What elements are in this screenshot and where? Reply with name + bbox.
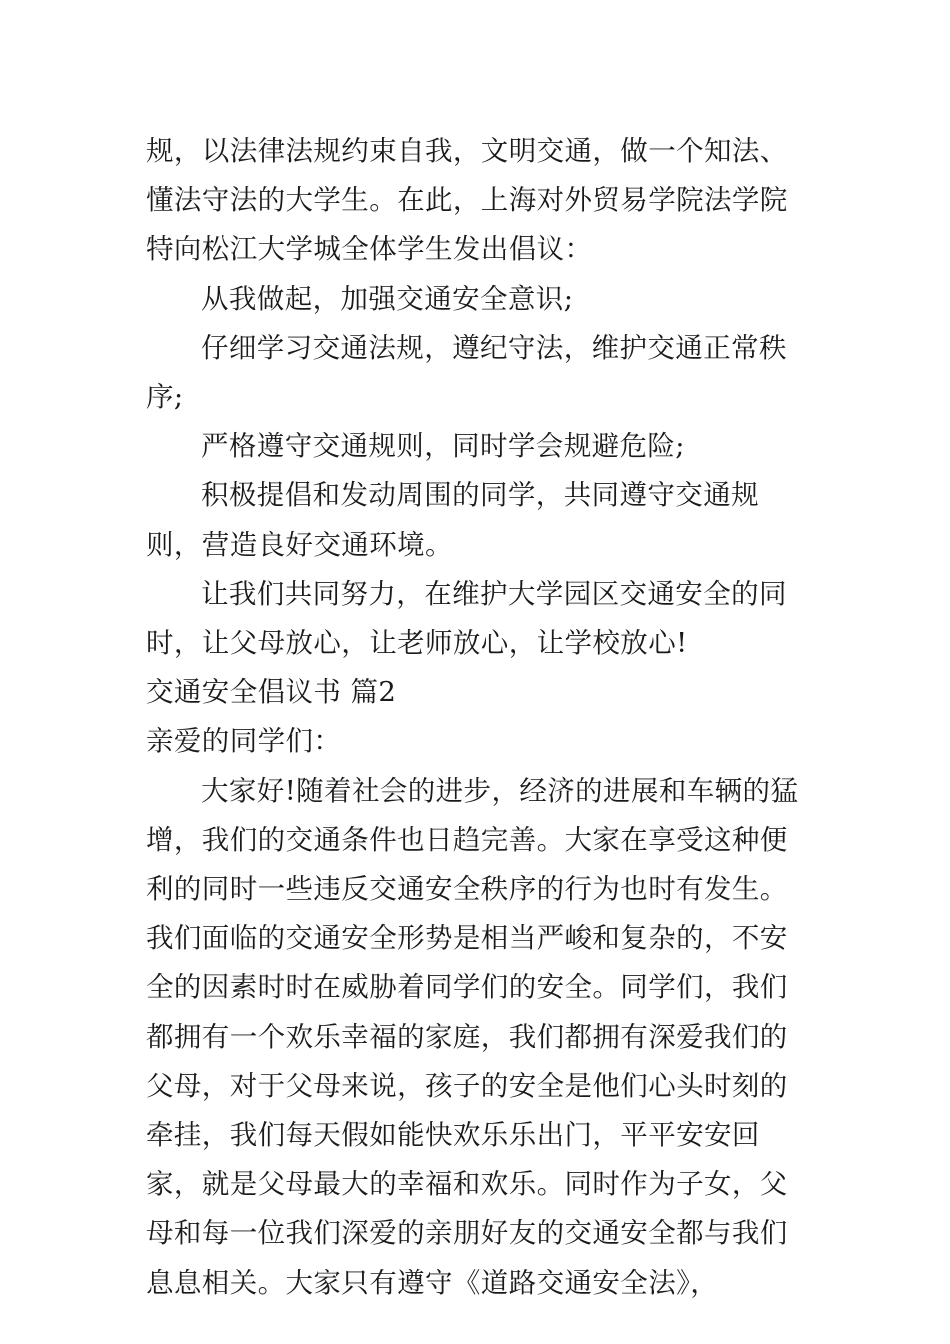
paragraph-proposal-2: 仔细学习交通法规，遵纪守法，维护交通正常秩序; — [146, 331, 787, 414]
paragraph-body: 大家好!随着社会的进步，经济的进展和车辆的猛增，我们的交通条件也日趋完善。大家在享受这种便利的同时一些违反交通安全秩序的行为也时有发生。我们面临的交通安全形势是相当严峻和复杂的，不安全的因素时时在威胁着同学们的安全。同学们，我们都拥有一个欢乐幸福的家庭，我们都拥有深爱我们的父母，对于父母来说，孩子的安全是他们心头时刻的牵挂，我们每天假如能快欢乐乐出门，平平安安回家，就是父母最大的幸福和欢乐。同时作为子女，父母和每一位我们深爱的亲朋好友的交通安全都与我们息息相关。大家只有遵守《道路交通安全法》， — [146, 774, 799, 1299]
paragraph-proposal-1: 从我做起，加强交通安全意识; — [201, 282, 574, 315]
paragraph-proposal-3: 严格遵守交通规则，同时学会规避危险; — [201, 430, 685, 463]
salutation: 亲爱的同学们： — [146, 725, 342, 758]
paragraph-intro-continuation: 规，以法律法规约束自我，文明交通，做一个知法、懂法守法的大学生。在此，上海对外贸易学院法学院特向松江大学城全体学生发出倡议： — [146, 135, 788, 266]
paragraph-closing: 让我们共同努力，在维护大学园区交通安全的同时，让父母放心，让老师放心，让学校放心! — [146, 577, 787, 660]
paragraph-proposal-4: 积极提倡和发动周围的同学，共同遵守交通规则，营造良好交通环境。 — [146, 479, 759, 561]
document-body — [146, 127, 808, 1308]
section-heading: 交通安全倡议书 篇2 — [146, 676, 397, 709]
